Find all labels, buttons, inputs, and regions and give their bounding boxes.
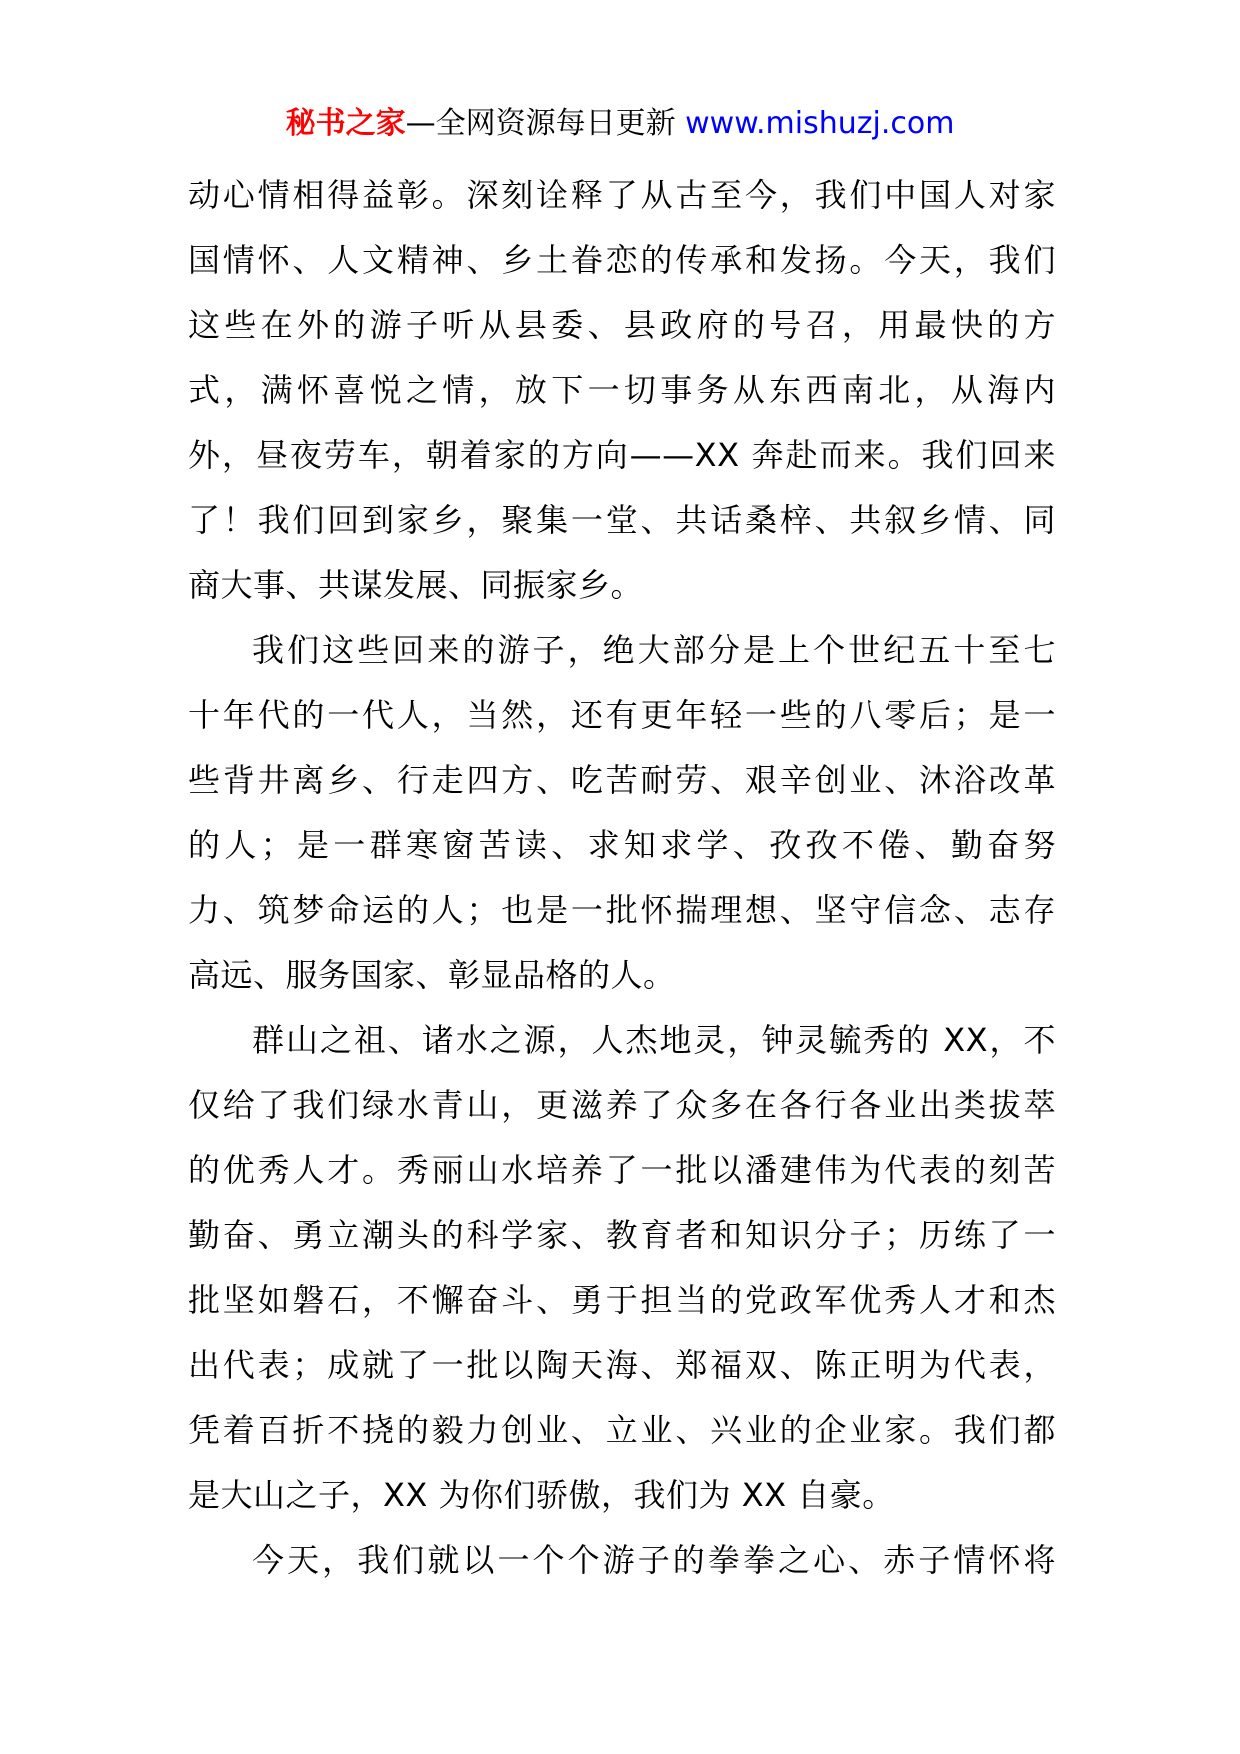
text-line: 仅给了我们绿水青山，更滋养了众多在各行各业出类拔萃 xyxy=(188,1086,1056,1124)
text-line: 动心情相得益彰。深刻诠释了从古至今，我们中国人对家 xyxy=(188,176,1056,214)
text-line: 商大事、共谋发展、同振家乡。 xyxy=(188,566,644,604)
header-slogan: —全网资源每日更新 xyxy=(405,106,686,141)
brand-name: 秘书之家 xyxy=(285,106,406,141)
text-line: 今天，我们就以一个个游子的拳拳之心、赤子情怀将 xyxy=(252,1541,1056,1579)
text-line: 出代表；成就了一批以陶天海、郑福双、陈正明为代表， xyxy=(188,1346,1056,1384)
site-url-link[interactable]: www.mishuzj.com xyxy=(685,106,955,141)
text-line: 十年代的一代人，当然，还有更年轻一些的八零后；是一 xyxy=(188,696,1056,734)
paragraph xyxy=(188,1008,1056,1528)
text-line: 的优秀人才。秀丽山水培养了一批以潘建伟为代表的刻苦 xyxy=(188,1151,1056,1189)
text-line: 的人；是一群寒窗苦读、求知求学、孜孜不倦、勤奋努 xyxy=(188,826,1056,864)
text-line: 些背井离乡、行走四方、吃苦耐劳、艰辛创业、沐浴改革 xyxy=(188,761,1056,799)
text-line: 我们这些回来的游子，绝大部分是上个世纪五十至七 xyxy=(252,631,1056,669)
text-line: 这些在外的游子听从县委、县政府的号召，用最快的方 xyxy=(188,306,1056,344)
text-line: 力、筑梦命运的人；也是一批怀揣理想、坚守信念、志存 xyxy=(188,891,1056,929)
paragraph xyxy=(188,1528,1056,1593)
text-line: 群山之祖、诸水之源，人杰地灵，钟灵毓秀的 XX，不 xyxy=(252,1021,1056,1059)
text-line: 国情怀、人文精神、乡土眷恋的传承和发扬。今天，我们 xyxy=(188,241,1056,279)
text-line: 是大山之子，XX 为你们骄傲，我们为 XX 自豪。 xyxy=(188,1476,895,1514)
text-line: 式，满怀喜悦之情，放下一切事务从东西南北，从海内 xyxy=(188,371,1056,409)
paragraph xyxy=(188,618,1056,1008)
paragraph xyxy=(188,163,1056,618)
site-header xyxy=(0,100,1240,148)
text-line: 批坚如磐石，不懈奋斗、勇于担当的党政军优秀人才和杰 xyxy=(188,1281,1056,1319)
text-line: 凭着百折不挠的毅力创业、立业、兴业的企业家。我们都 xyxy=(188,1411,1056,1449)
text-line: 外，昼夜劳车，朝着家的方向——XX 奔赴而来。我们回来 xyxy=(188,436,1056,474)
text-line: 高远、服务国家、彰显品格的人。 xyxy=(188,956,676,994)
document-body xyxy=(188,163,1056,1593)
text-line: 了！我们回到家乡，聚集一堂、共话桑梓、共叙乡情、同 xyxy=(188,501,1056,539)
text-line: 勤奋、勇立潮头的科学家、教育者和知识分子；历练了一 xyxy=(188,1216,1056,1254)
